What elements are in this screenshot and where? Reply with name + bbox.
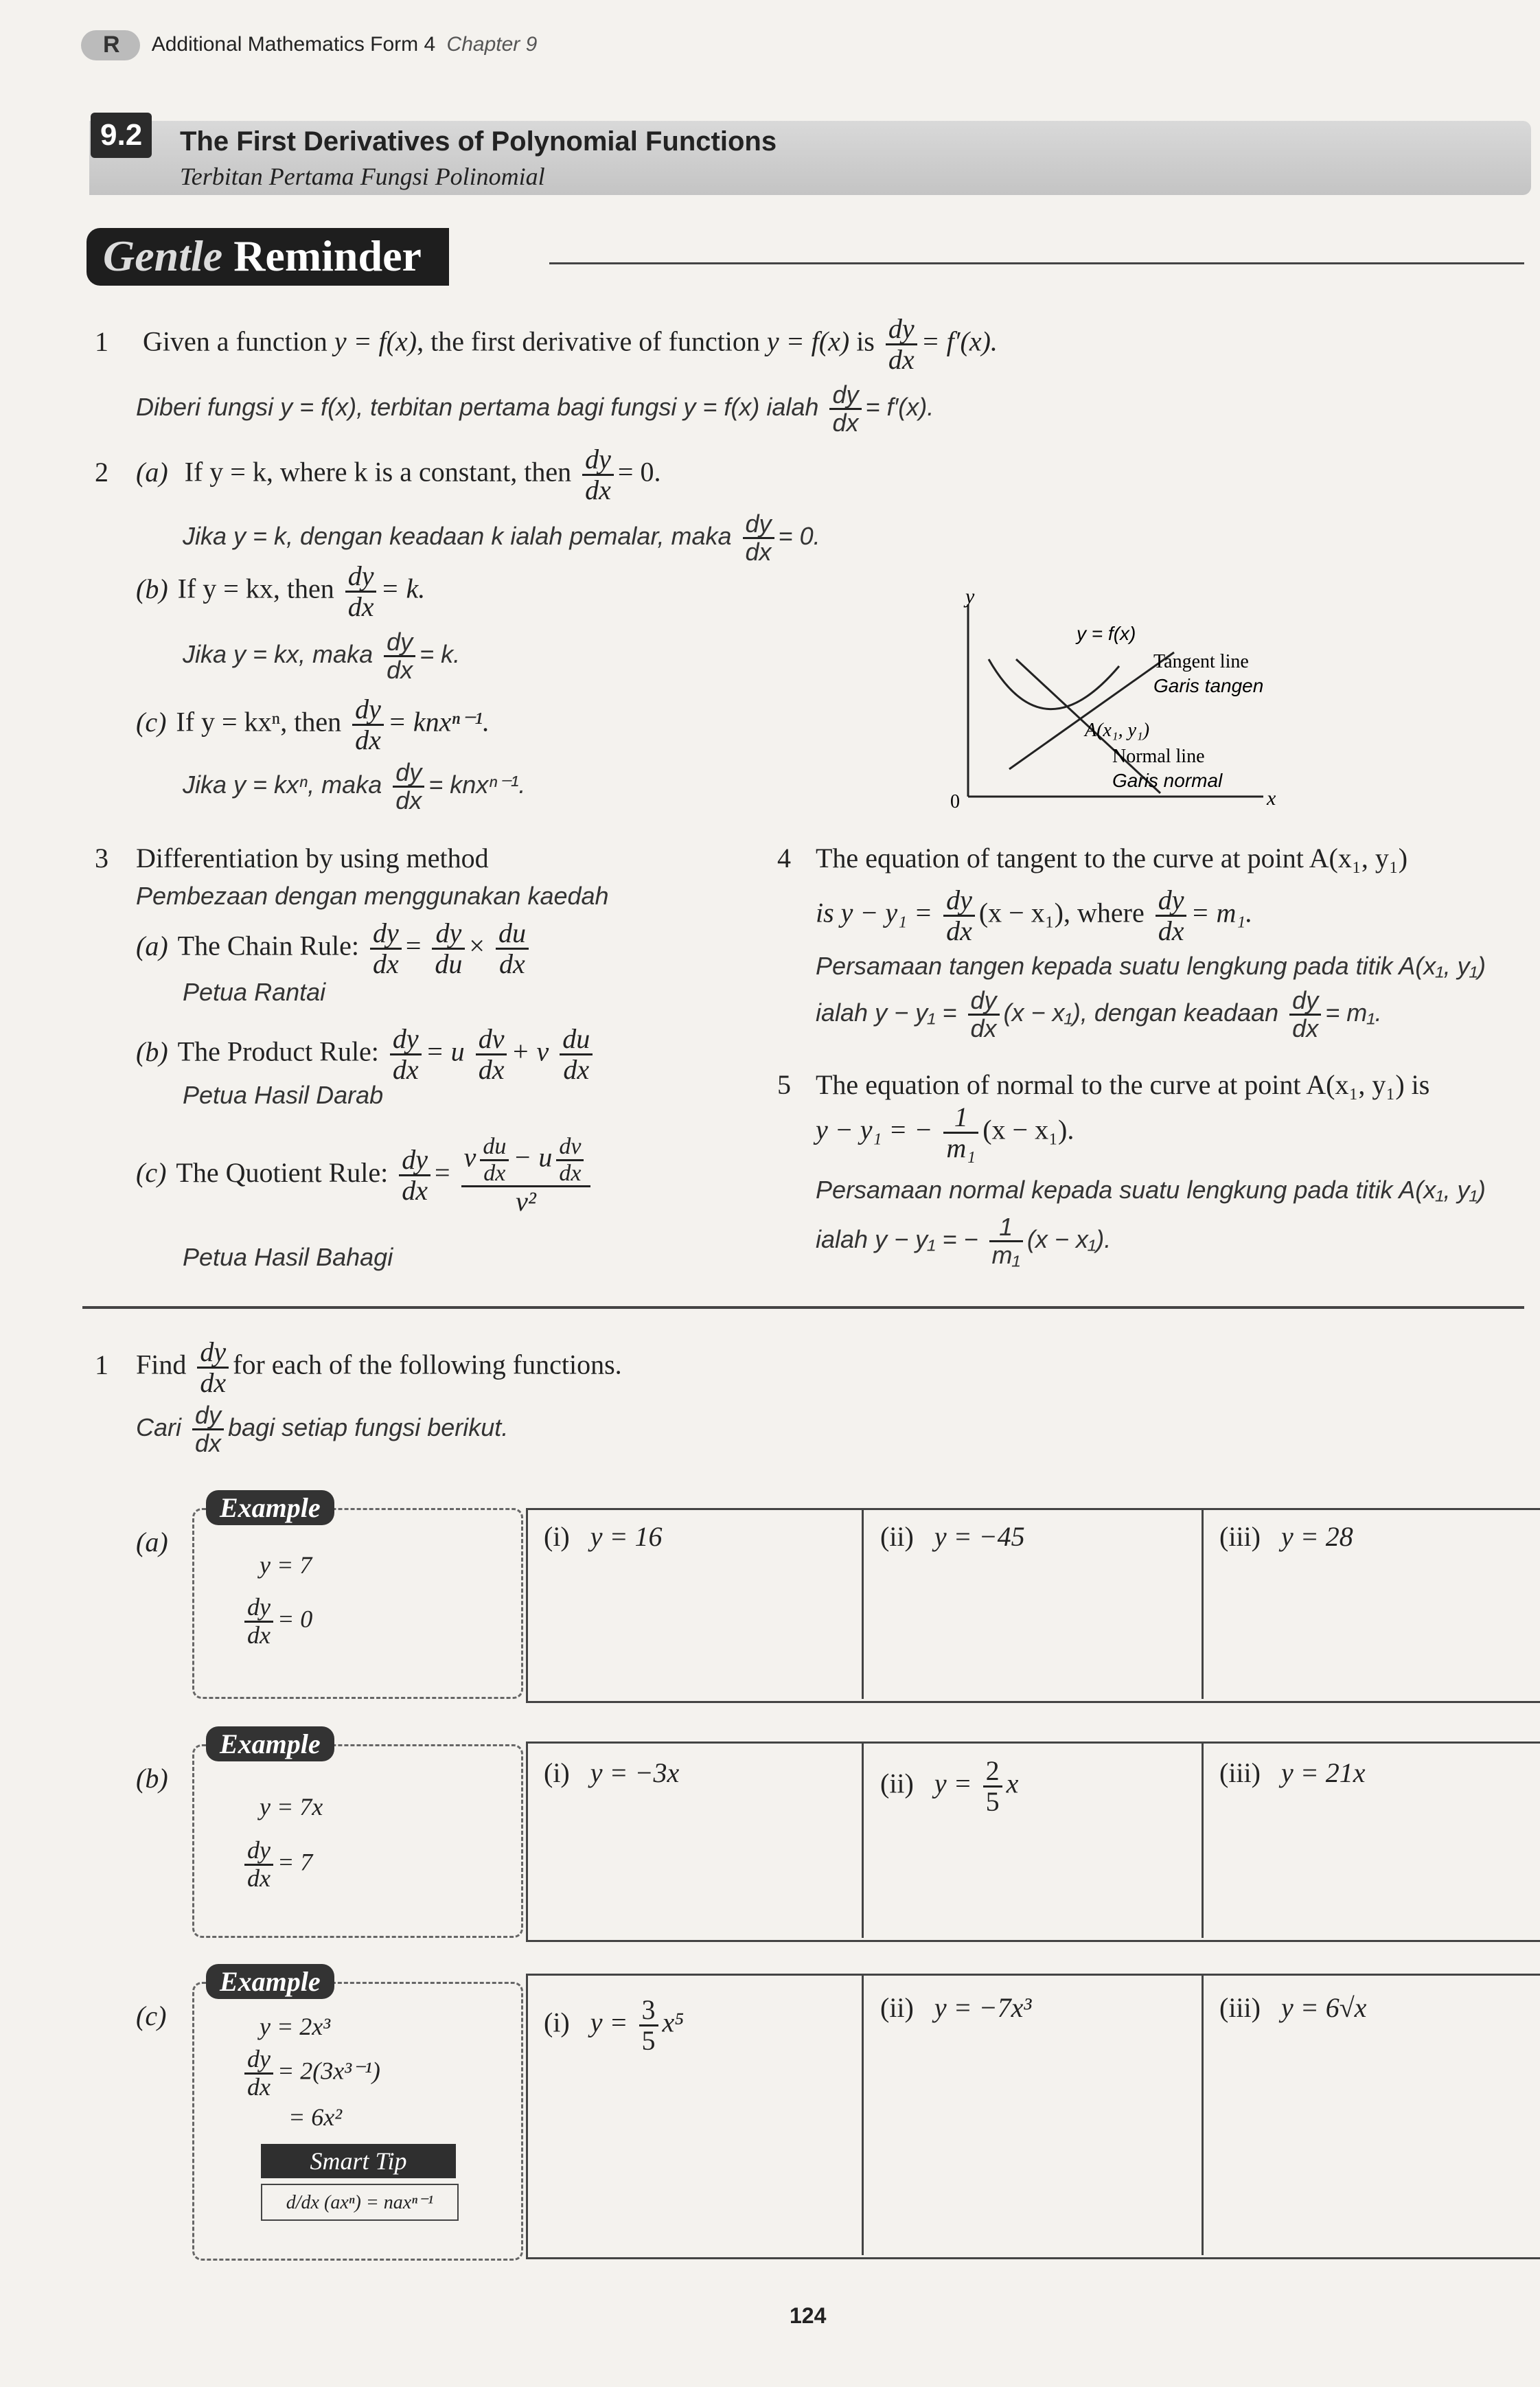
reminder-4-malay: Persamaan tangen kepada suatu lengkung pada titik A(x₁, y₁) — [816, 952, 1486, 980]
grid-c-divider-2 — [1202, 1974, 1204, 2255]
smart-tip-formula: d/dx (axⁿ) = naxⁿ⁻¹ — [261, 2184, 459, 2221]
reminder-2b-malay: Jika y = kx, maka $\frac{dy}{dx}$ = k. — [183, 628, 461, 684]
reminder-4-malay-line2: ialah y − y₁ = $\frac{dy}{dx}$ (x − x₁), dengan keadaan $\frac{dy}{dx}$ = m₁. — [816, 986, 1382, 1042]
grid-c-divider-1 — [862, 1974, 864, 2255]
smart-tip-title: Smart Tip — [261, 2144, 456, 2178]
grid-b-divider-1 — [862, 1741, 864, 1938]
answer-a-iii[interactable]: (iii) y = 28 — [1219, 1521, 1353, 1552]
row-b-label: (b) — [136, 1763, 168, 1794]
answer-c-ii[interactable]: (ii) y = −7x³ — [880, 1992, 1032, 2023]
reminder-4: 4 The equation of tangent to the curve at point A(x₁, y₁) — [777, 843, 1408, 873]
reminder-3: 3 Differentiation by using method — [95, 843, 489, 873]
reminder-2c-malay: Jika y = kxⁿ, maka $\frac{dy}{dx}$ = knxⁿ⁻¹. — [183, 758, 526, 814]
publisher-logo — [81, 30, 140, 60]
reminder-5-malay-line2: ialah y − y₁ = − $\frac{1}{\text{m₁}}$ (x − x₁). — [816, 1213, 1112, 1269]
section-number: 9.2 — [91, 113, 152, 158]
answer-grid-a — [526, 1508, 1540, 1703]
reminder-4-line2: is y − y₁ = $\frac{dy}{dx}$ (x − x₁), where $\frac{dy}{dx}$ = m₁. — [816, 884, 1253, 946]
answer-b-i[interactable]: (i) y = −3x — [544, 1757, 680, 1788]
example-tag-b: Example — [206, 1726, 334, 1761]
reminder-2a-malay: Jika y = k, dengan keadaan k ialah pemalar, maka $\frac{dy}{dx}$ = 0. — [183, 510, 820, 566]
grid-a-divider-1 — [862, 1508, 864, 1699]
question-1-malay: Cari $\frac{dy}{dx}$ bagi setiap fungsi berikut. — [136, 1401, 509, 1457]
reminder-5-line2: y − y₁ = − $\frac{1}{\text{m₁}}$ (x − x₁). — [816, 1101, 1074, 1163]
point-label: A(x₁, y₁) — [1085, 720, 1150, 741]
product-rule-malay: Petua Hasil Darab — [183, 1081, 384, 1109]
chain-rule-malay: Petua Rantai — [183, 978, 326, 1006]
grid-a-divider-2 — [1202, 1508, 1204, 1699]
example-tag-a: Example — [206, 1490, 334, 1525]
example-a-line1: y = 7 — [260, 1551, 312, 1579]
book-title: Additional Mathematics Form 4 — [151, 32, 436, 56]
banner-rule — [549, 262, 1524, 264]
tangent-label-malay: Garis tangen — [1153, 675, 1264, 696]
quotient-rule-malay: Petua Hasil Bahagi — [183, 1243, 393, 1271]
chapter-label: Chapter 9 — [446, 32, 538, 56]
example-c-line3: = 6x² — [288, 2103, 343, 2131]
example-tag-c: Example — [206, 1964, 334, 1999]
curve-label: y = f(x) — [1077, 623, 1136, 644]
reminder-5-malay: Persamaan normal kepada suatu lengkung pada titik A(x₁, y₁) — [816, 1176, 1486, 1204]
page-number: 124 — [790, 2303, 827, 2328]
reminder-1-malay: Diberi fungsi y = f(x), terbitan pertama bagi fungsi y = f(x) ialah $\frac{dy}{dx}$ = f′(x). — [136, 380, 934, 437]
answer-a-ii[interactable]: (ii) y = −45 — [880, 1521, 1025, 1552]
example-b-line2: $\frac{dy}{dx}$ = 7 — [240, 1838, 312, 1892]
row-a-label: (a) — [136, 1527, 168, 1557]
section-title-malay: Terbitan Pertama Fungsi Polinomial — [180, 163, 545, 190]
reminder-2a: 2 (a) If y = k, where k is a constant, then $\frac{dy}{dx}$ = 0. — [95, 444, 661, 505]
graph-x-label: x — [1267, 787, 1276, 810]
example-a-line2: $\frac{dy}{dx}$ = 0 — [240, 1595, 312, 1649]
example-b-line1: y = 7x — [260, 1793, 323, 1820]
answer-c-i[interactable]: (i) y = $\frac{3}{5}$ x⁵ — [544, 1994, 685, 2056]
answer-a-i[interactable]: (i) y = 16 — [544, 1521, 663, 1552]
running-header — [81, 30, 537, 60]
curve — [989, 659, 1119, 709]
reminder-5: 5 The equation of normal to the curve at point A(x₁, y₁) is — [777, 1069, 1430, 1100]
grid-b-divider-2 — [1202, 1741, 1204, 1938]
section-title: The First Derivatives of Polynomial Functions — [180, 126, 777, 157]
answer-b-ii[interactable]: (ii) y = $\frac{2}{5}$ x — [880, 1755, 1019, 1817]
product-rule: (b) The Product Rule: $\frac{dy}{dx}$ = u $\frac{dv}{dx}$ + v $\frac{du}{dx}$ — [136, 1025, 597, 1084]
graph-y-label: y — [965, 591, 975, 608]
normal-label: Normal line — [1112, 746, 1205, 767]
answer-c-iii[interactable]: (iii) y = 6√x — [1219, 1992, 1367, 2023]
reminder-2b: (b) If y = kx, then $\frac{dy}{dx}$ = k. — [136, 560, 426, 622]
gentle-reminder-banner: Gentle Reminder — [87, 228, 449, 286]
tangent-normal-graph — [941, 591, 1325, 817]
normal-label-malay: Garis normal — [1112, 770, 1223, 791]
section-divider — [82, 1306, 1524, 1309]
example-c-line1: y = 2x³ — [260, 2013, 331, 2040]
tangent-label: Tangent line — [1153, 651, 1249, 672]
quotient-rule: (c) The Quotient Rule: $\frac{dy}{dx}$ = v $\frac{du}{dx}$ − u $\frac{dv}{dx}$ v² — [136, 1134, 595, 1216]
graph-origin: 0 — [950, 791, 960, 812]
reminder-3-malay: Pembezaan dengan menggunakan kaedah — [136, 882, 609, 910]
chain-rule: (a) The Chain Rule: $\frac{dy}{dx}$ = $\frac{dy}{du}$ × $\frac{du}{dx}$ — [136, 919, 533, 979]
example-c-line2: $\frac{dy}{dx}$ = 2(3x³⁻¹) — [240, 2046, 380, 2101]
reminder-1: 1 Given a function y = f(x), the first derivative of function y = f(x) is $\frac{dy}{dx}$ = f′(x). — [95, 313, 998, 375]
row-c-label: (c) — [136, 2000, 167, 2031]
answer-b-iii[interactable]: (iii) y = 21x — [1219, 1757, 1366, 1788]
question-1: 1 Find $\frac{dy}{dx}$ for each of the following functions. — [95, 1336, 622, 1398]
reminder-2c: (c) If y = kxⁿ, then $\frac{dy}{dx}$ = knxⁿ⁻¹. — [136, 694, 490, 755]
